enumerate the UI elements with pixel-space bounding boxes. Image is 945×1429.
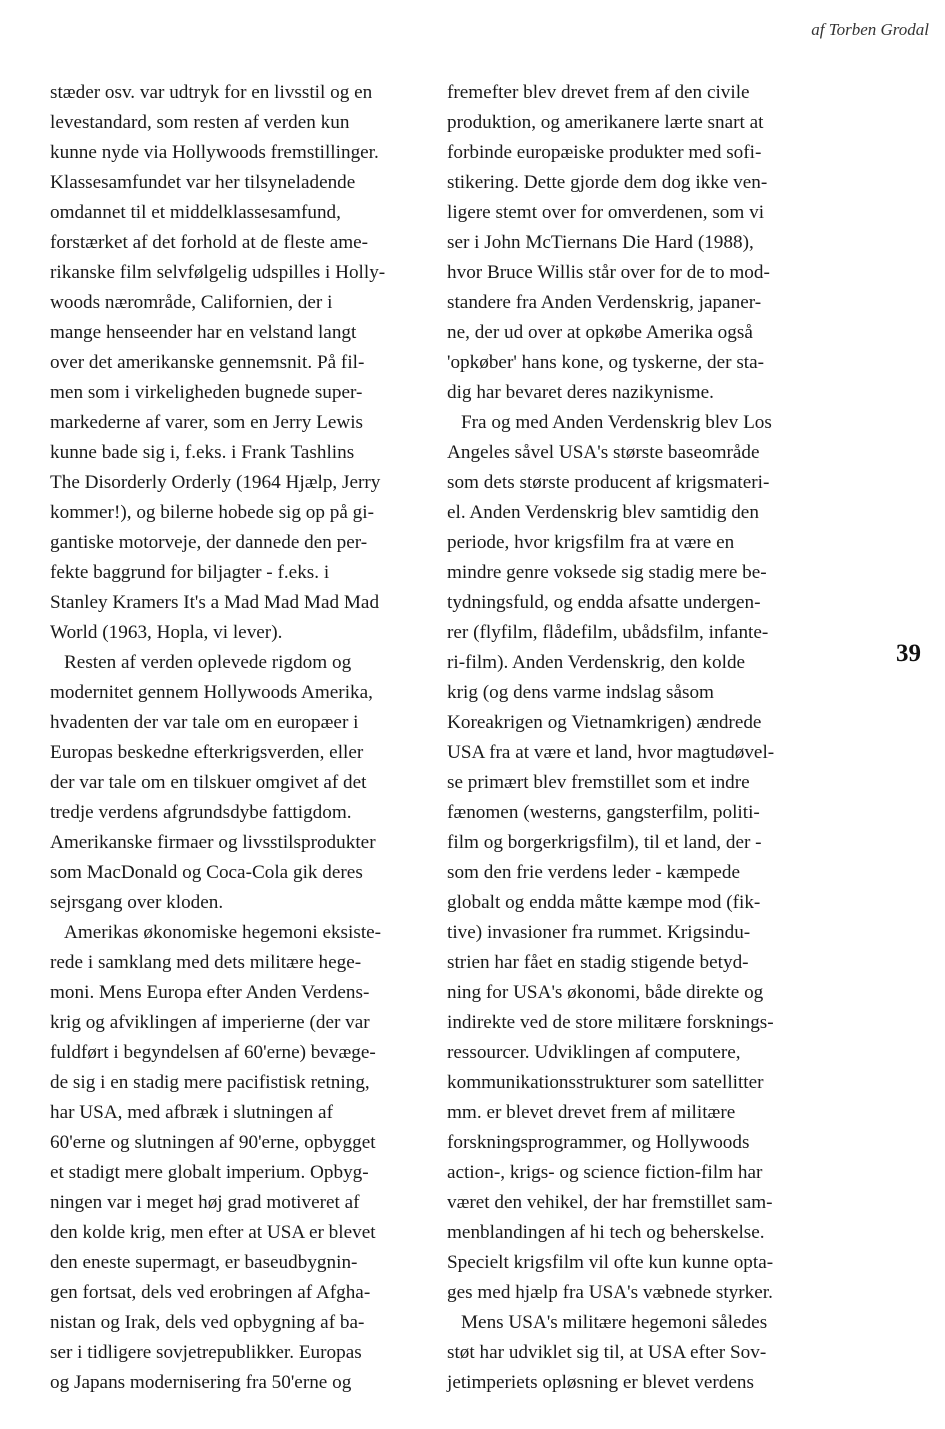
running-head-author: af Torben Grodal — [811, 20, 929, 39]
text-line: over det amerikanske gennemsnit. På fil- — [50, 352, 365, 373]
text-line: som dets største producent af krigsmateri- — [447, 472, 770, 493]
text-line: som MacDonald og Coca-Cola gik deres — [50, 862, 363, 883]
text-line: indirekte ved de store militære forsknings- — [447, 1012, 774, 1033]
text-line: været den vehikel, der har fremstillet sam- — [447, 1192, 773, 1213]
text-line: krig og afviklingen af imperierne (der var — [50, 1012, 370, 1033]
text-line: og Japans modernisering fra 50'erne og — [50, 1372, 352, 1393]
text-line: markederne af varer, som en Jerry Lewis — [50, 412, 364, 433]
text-line: 'opkøber' hans kone, og tyskerne, der sta- — [447, 352, 765, 373]
text-line: støt har udviklet sig til, at USA efter Sov- — [447, 1342, 767, 1363]
text-line: film og borgerkrigsfilm), til et land, der - — [447, 832, 762, 853]
text-line: nistan og Irak, dels ved opbygning af ba- — [50, 1312, 365, 1333]
text-line: fremefter blev drevet frem af den civile — [447, 82, 750, 103]
page-number: 39 — [896, 640, 921, 667]
text-line: som den frie verdens leder - kæmpede — [447, 862, 741, 883]
text-line: et stadigt mere globalt imperium. Opbyg- — [50, 1162, 369, 1183]
text-line: tredje verdens afgrundsdybe fattigdom. — [50, 802, 352, 823]
text-line: fekte baggrund for biljagter - f.eks. i — [50, 562, 330, 583]
text-line: tydningsfuld, og endda afsatte undergen- — [447, 592, 761, 613]
text-line: den kolde krig, men efter at USA er blevet — [50, 1222, 376, 1243]
text-line: omdannet til et middelklassesamfund, — [50, 202, 341, 223]
text-line: gantiske motorveje, der dannede den per- — [50, 532, 368, 553]
text-line: action-, krigs- og science fiction-film har — [447, 1162, 763, 1183]
text-line: men som i virkeligheden bugnede super- — [50, 382, 363, 403]
text-line: tive) invasioner fra rummet. Krigsindu- — [447, 922, 751, 943]
text-line: sejrsgang over kloden. — [50, 892, 224, 913]
text-line: el. Anden Verdenskrig blev samtidig den — [447, 502, 759, 523]
text-line: fænomen (westerns, gangsterfilm, politi- — [447, 802, 760, 823]
text-line: kunne bade sig i, f.eks. i Frank Tashlins — [50, 442, 355, 463]
text-line: produktion, og amerikanere lærte snart at — [447, 112, 764, 133]
text-line: ressourcer. Udviklingen af computere, — [447, 1042, 741, 1063]
text-line: kommunikationsstrukturer som satellitter — [447, 1072, 764, 1093]
text-line: ges med hjælp fra USA's væbnede styrker. — [447, 1282, 773, 1303]
text-line: periode, hvor krigsfilm fra at være en — [447, 532, 735, 553]
text-line: Klassesamfundet var her tilsyneladende — [50, 172, 356, 193]
text-line: stikering. Dette gjorde dem dog ikke ven- — [447, 172, 768, 193]
text-line: stæder osv. var udtryk for en livsstil og en — [50, 82, 373, 103]
text-line: Resten af verden oplevede rigdom og — [64, 652, 352, 673]
text-line: ningen var i meget høj grad motiveret af — [50, 1192, 360, 1213]
text-line: Angeles såvel USA's største baseområde — [447, 442, 760, 463]
text-line: gen fortsat, dels ved erobringen af Afgha- — [50, 1282, 371, 1303]
text-line: mindre genre voksede sig stadig mere be- — [447, 562, 767, 583]
text-line: Koreakrigen og Vietnamkrigen) ændrede — [447, 712, 762, 733]
text-line: strien har fået en stadig stigende betyd- — [447, 952, 749, 973]
text-line: Mens USA's militære hegemoni således — [461, 1312, 768, 1333]
text-line: mange henseender har en velstand langt — [50, 322, 357, 343]
text-line: rer (flyfilm, flådefilm, ubådsfilm, infante- — [447, 622, 769, 643]
text-line: globalt og endda måtte kæmpe mod (fik- — [447, 892, 761, 913]
text-line: rede i samklang med dets militære hege- — [50, 952, 362, 973]
text-line: Fra og med Anden Verdenskrig blev Los — [461, 412, 772, 433]
text-line: der var tale om en tilskuer omgivet af det — [50, 772, 367, 793]
text-line: woods nærområde, Californien, der i — [50, 292, 333, 313]
text-line: de sig i en stadig mere pacifistisk retning, — [50, 1072, 370, 1093]
text-line: Amerikanske firmaer og livsstilsprodukter — [50, 832, 376, 853]
text-line: ri-film). Anden Verdenskrig, den kolde — [447, 652, 746, 673]
text-line: ser i John McTiernans Die Hard (1988), — [447, 232, 754, 253]
text-line: ne, der ud over at opkøbe Amerika også — [447, 322, 753, 343]
text-line: ligere stemt over for omverdenen, som vi — [447, 202, 765, 223]
text-line: dig har bevaret deres nazikynisme. — [447, 382, 714, 403]
text-line: forstærket af det forhold at de fleste ame- — [50, 232, 369, 253]
text-line: moni. Mens Europa efter Anden Verdens- — [50, 982, 370, 1003]
text-line: fuldført i begyndelsen af 60'erne) bevæge- — [50, 1042, 376, 1063]
text-line: ning for USA's økonomi, både direkte og — [447, 982, 764, 1003]
text-line: The Disorderly Orderly (1964 Hjælp, Jerry — [50, 472, 381, 493]
text-line: Specielt krigsfilm vil ofte kun kunne opta- — [447, 1252, 774, 1273]
text-line: har USA, med afbræk i slutningen af — [50, 1102, 333, 1123]
text-line: krig (og dens varme indslag såsom — [447, 682, 714, 703]
text-line: forbinde europæiske produkter med sofi- — [447, 142, 762, 163]
text-line: Amerikas økonomiske hegemoni eksiste- — [64, 922, 382, 943]
text-line: menblandingen af hi tech og beherskelse. — [447, 1222, 765, 1243]
text-line: 60'erne og slutningen af 90'erne, opbygget — [50, 1132, 376, 1153]
text-line: standere fra Anden Verdenskrig, japaner- — [447, 292, 762, 313]
text-line: mm. er blevet drevet frem af militære — [447, 1102, 736, 1123]
text-line: modernitet gennem Hollywoods Amerika, — [50, 682, 373, 703]
text-line: USA fra at være et land, hvor magtudøvel- — [447, 742, 775, 763]
text-line: Europas beskedne efterkrigsverden, eller — [50, 742, 364, 763]
text-line: hvadenten der var tale om en europæer i — [50, 712, 359, 733]
left-text-column — [50, 78, 420, 1398]
text-line: den eneste supermagt, er baseudbygnin- — [50, 1252, 358, 1273]
text-line: Stanley Kramers It's a Mad Mad Mad Mad — [50, 592, 380, 613]
text-line: World (1963, Hopla, vi lever). — [50, 622, 283, 643]
text-line: ser i tidligere sovjetrepublikker. Europas — [50, 1342, 362, 1363]
text-line: levestandard, som resten af verden kun — [50, 112, 350, 133]
text-line: kunne nyde via Hollywoods fremstillinger. — [50, 142, 379, 163]
text-line: forskningsprogrammer, og Hollywoods — [447, 1132, 750, 1153]
right-text-column — [447, 78, 827, 1398]
text-line: se primært blev fremstillet som et indre — [447, 772, 750, 793]
text-line: jetimperiets opløsning er blevet verdens — [447, 1372, 754, 1393]
text-line: kommer!), og bilerne hobede sig op på gi- — [50, 502, 374, 523]
text-line: hvor Bruce Willis står over for de to mod- — [447, 262, 770, 283]
text-line: rikanske film selvfølgelig udspilles i Holly- — [50, 262, 386, 283]
